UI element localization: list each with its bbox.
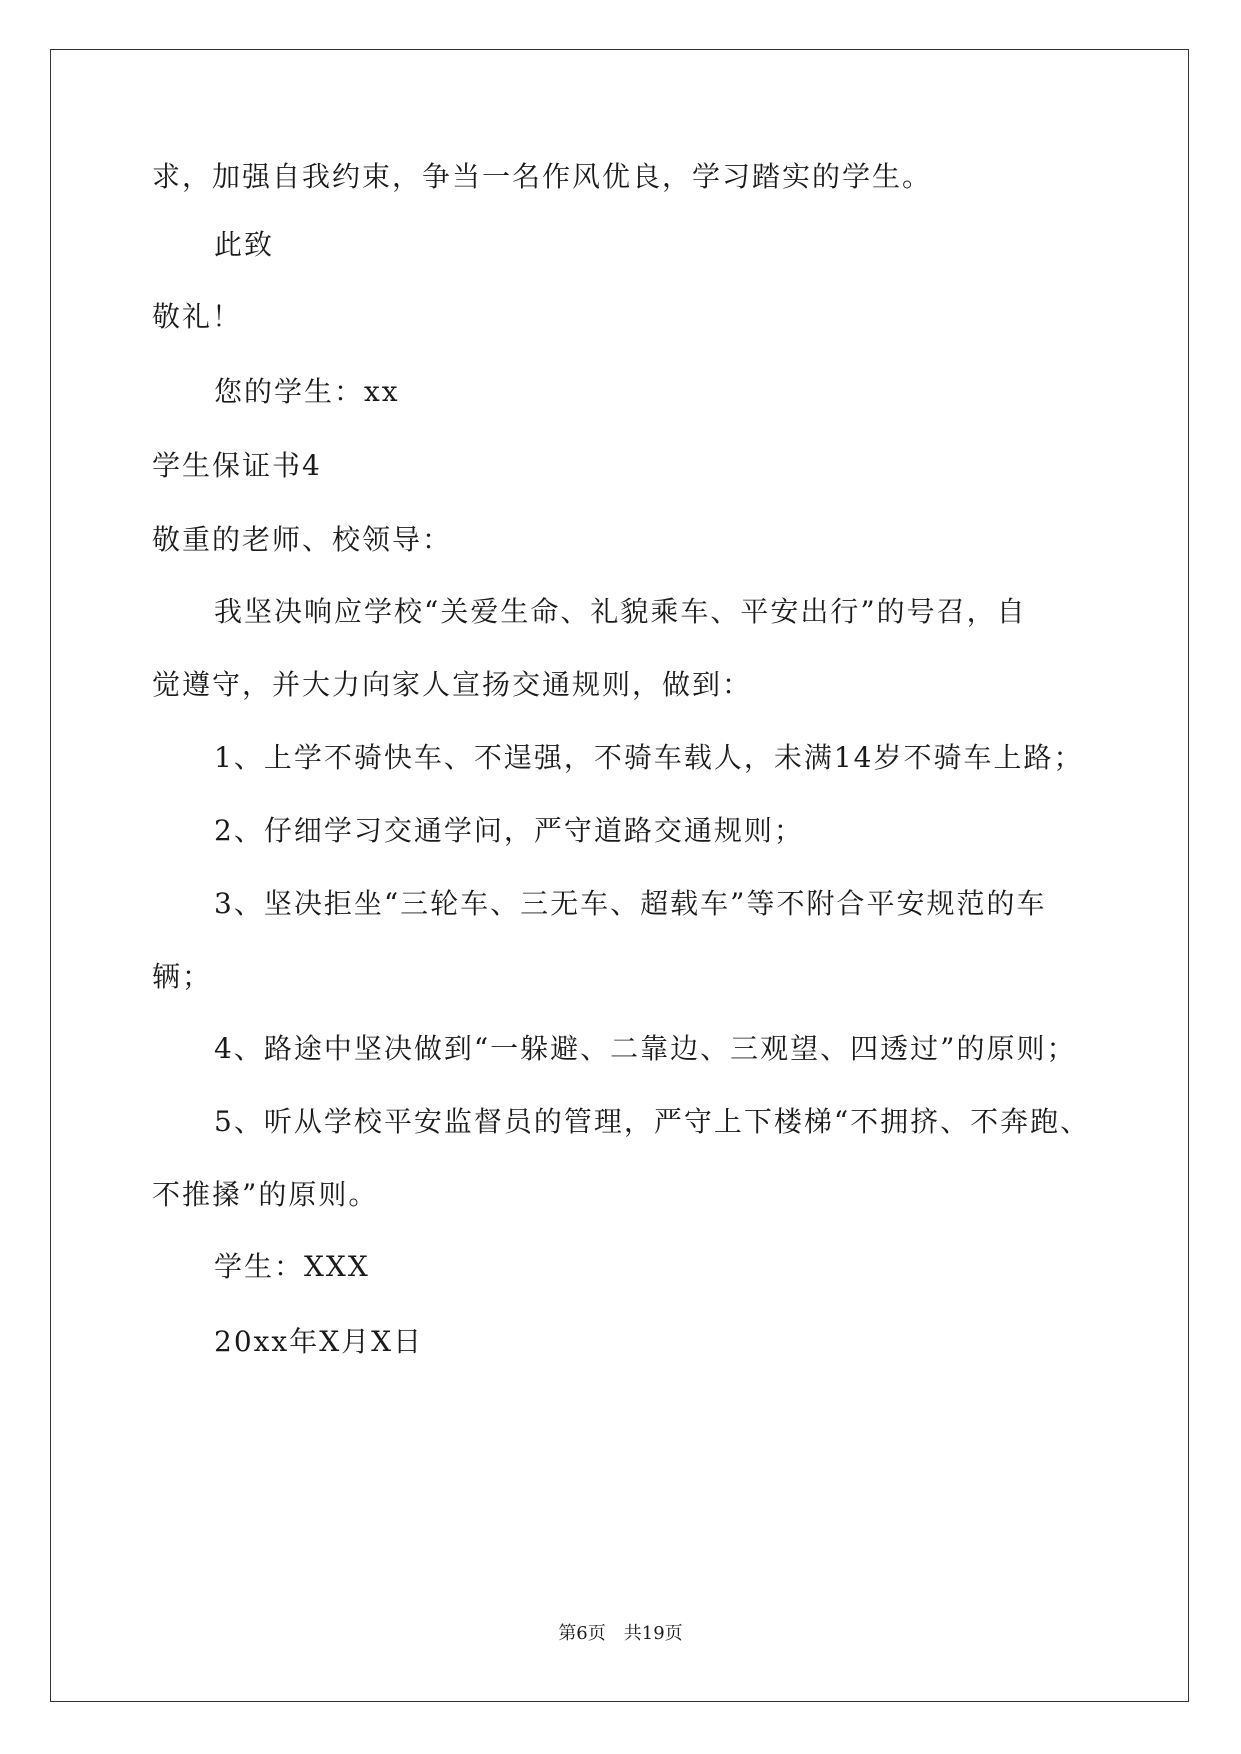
page-number-footer: 第6页 共19页 (558, 1623, 683, 1644)
rule-item-3-line-2: 辆； (152, 960, 213, 993)
rule-item-1: 1、上学不骑快车、不逞强，不骑车载人，未满14岁不骑车上路； (214, 741, 1084, 774)
closing-sentence: 求，加强自我约束，争当一名作风优良，学习踏实的学生。 (152, 160, 933, 193)
greeting: 敬重的老师、校领导： (152, 523, 453, 556)
section-title: 学生保证书4 (152, 449, 322, 482)
rule-item-3-line-1: 3、坚决拒坐“三轮车、三无车、超载车”等不附合平安规范的车 (214, 887, 1047, 920)
rule-item-2: 2、仔细学习交通学问，严守道路交通规则； (214, 814, 804, 847)
salutation-cizhi: 此致 (214, 228, 275, 261)
rule-item-4: 4、路途中坚决做到“一躲避、二靠边、三观望、四透过”的原则； (214, 1032, 1077, 1065)
rule-item-5-line-2: 不推搡”的原则。 (152, 1178, 379, 1211)
date-line: 20xx年X月X日 (214, 1325, 424, 1358)
paragraph-intro-line-2: 觉遵守，并大力向家人宣扬交通规则，做到： (152, 668, 753, 701)
student-signature: 学生：XXX (214, 1250, 370, 1283)
signature-line: 您的学生：xx (214, 375, 400, 408)
paragraph-intro-line-1: 我坚决响应学校“关爱生命、礼貌乘车、平安出行”的号召，自 (214, 595, 1027, 628)
salutation-jingli: 敬礼！ (152, 300, 243, 333)
rule-item-5-line-1: 5、听从学校平安监督员的管理，严守上下楼梯“不拥挤、不奔跑、 (214, 1105, 1091, 1138)
